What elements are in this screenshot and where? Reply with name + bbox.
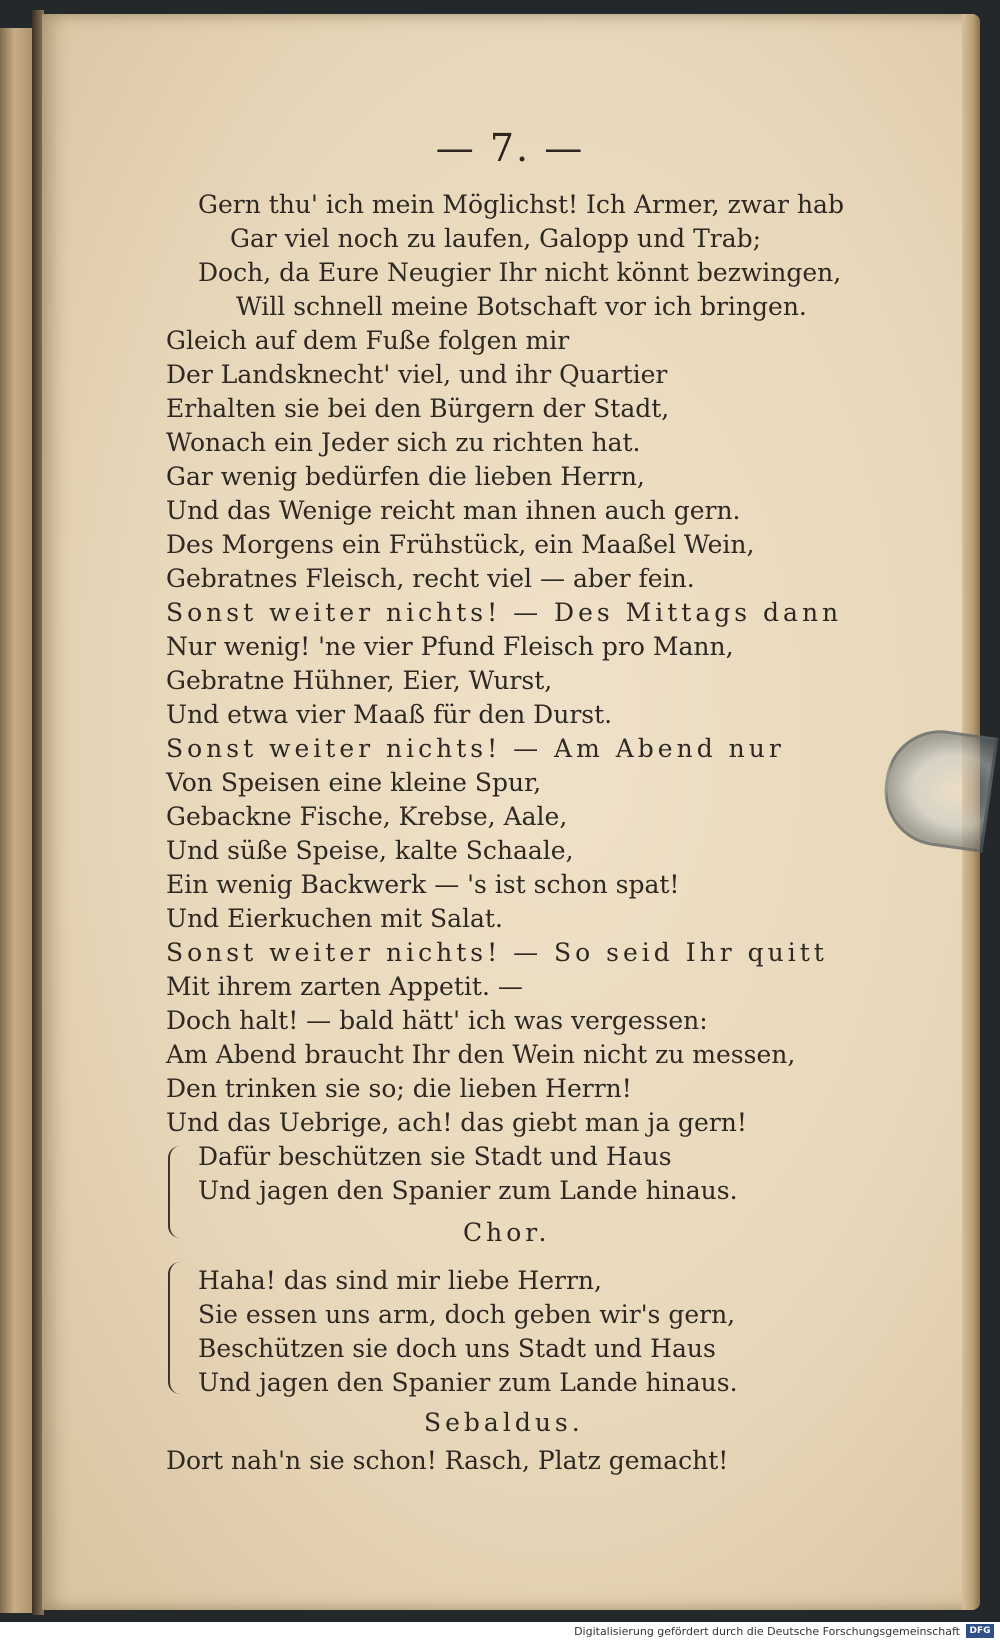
text-line: Sonst weiter nichts! — So seid Ihr quitt bbox=[166, 938, 828, 967]
text-line: Dort nah'n sie schon! Rasch, Platz gemacht! bbox=[166, 1446, 729, 1475]
text-line: Dafür beschützen sie Stadt und Haus bbox=[198, 1142, 672, 1171]
text-line: Den trinken sie so; die lieben Herrn! bbox=[166, 1074, 632, 1103]
text-line: Sie essen uns arm, doch geben wir's gern, bbox=[198, 1300, 736, 1329]
text-line: Sonst weiter nichts! — Des Mittags dann bbox=[166, 598, 843, 627]
text-line: Gebackne Fische, Krebse, Aale, bbox=[166, 802, 568, 831]
text-line: Und jagen den Spanier zum Lande hinaus. bbox=[198, 1176, 738, 1205]
text-line: Sonst weiter nichts! — Am Abend nur bbox=[166, 734, 785, 763]
text-line: Gebratne Hühner, Eier, Wurst, bbox=[166, 666, 553, 695]
text-line: Nur wenig! 'ne vier Pfund Fleisch pro Mann, bbox=[166, 632, 734, 661]
text-line: Der Landsknecht' viel, und ihr Quartier bbox=[166, 360, 668, 389]
text-line: Mit ihrem zarten Appetit. — bbox=[166, 972, 523, 1001]
text-line: Ein wenig Backwerk — 's ist schon spat! bbox=[166, 870, 680, 899]
text-line: Gern thu' ich mein Möglichst! Ich Armer, zwar hab bbox=[198, 190, 844, 219]
verse-brace bbox=[168, 1146, 184, 1238]
text-line: Gebratnes Fleisch, recht viel — aber fein. bbox=[166, 564, 695, 593]
chorus-heading: Chor. bbox=[463, 1218, 551, 1247]
text-line: Und süße Speise, kalte Schaale, bbox=[166, 836, 574, 865]
text-line: Und das Uebrige, ach! das giebt man ja gern! bbox=[166, 1108, 747, 1137]
text-line: Und das Wenige reicht man ihnen auch gern. bbox=[166, 496, 741, 525]
text-line: Doch halt! — bald hätt' ich was vergessen: bbox=[166, 1006, 708, 1035]
facing-page-edge bbox=[0, 28, 36, 1613]
text-line: Gar viel noch zu laufen, Galopp und Trab; bbox=[230, 224, 762, 253]
text-line: Und Eierkuchen mit Salat. bbox=[166, 904, 503, 933]
text-line: Von Speisen eine kleine Spur, bbox=[166, 768, 542, 797]
text-line: Und jagen den Spanier zum Lande hinaus. bbox=[198, 1368, 738, 1397]
text-line: Will schnell meine Botschaft vor ich bringen. bbox=[236, 292, 807, 321]
page-number: — 7. — bbox=[435, 126, 585, 170]
text-line: Gleich auf dem Fuße folgen mir bbox=[166, 326, 570, 355]
text-line: Doch, da Eure Neugier Ihr nicht könnt bezwingen, bbox=[198, 258, 842, 287]
speaker-name: Sebaldus. bbox=[424, 1408, 584, 1437]
text-line: Erhalten sie bei den Bürgern der Stadt, bbox=[166, 394, 670, 423]
text-line: Und etwa vier Maaß für den Durst. bbox=[166, 700, 613, 729]
dfg-logo: DFG bbox=[966, 1624, 994, 1638]
chorus-brace bbox=[168, 1262, 184, 1394]
text-line: Haha! das sind mir liebe Herrn, bbox=[198, 1266, 602, 1295]
text-line: Beschützen sie doch uns Stadt und Haus bbox=[198, 1334, 716, 1363]
footer-credit: Digitalisierung gefördert durch die Deutsche Forschungsgemeinschaft bbox=[574, 1625, 960, 1638]
text-line: Gar wenig bedürfen die lieben Herrn, bbox=[166, 462, 645, 491]
text-line: Wonach ein Jeder sich zu richten hat. bbox=[166, 428, 641, 457]
text-line: Des Morgens ein Frühstück, ein Maaßel Wein, bbox=[166, 530, 755, 559]
text-line: Am Abend braucht Ihr den Wein nicht zu messen, bbox=[166, 1040, 796, 1069]
